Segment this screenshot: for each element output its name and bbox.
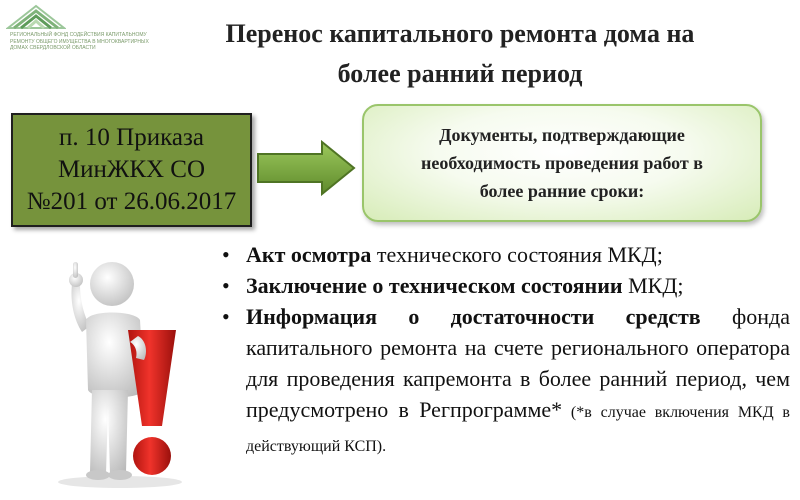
logo-line-3: ДОМАХ СВЕРДЛОВСКОЙ ОБЛАСТИ — [10, 45, 96, 51]
bullet-3-bold: Информация о достаточности средств — [246, 304, 701, 329]
order-line-2: МинЖКХ СО — [57, 156, 206, 183]
docs-line-3: более ранние сроки: — [479, 181, 645, 201]
list-item — [220, 301, 790, 462]
logo-line-2: РЕМОНТУ ОБЩЕГО ИМУЩЕСТВА В МНОГОКВАРТИРНЫХ — [10, 38, 149, 45]
bullet-3-text: фонда капитального ремонта на счете регионального оператора для проведения капремонта в более ранний период, чем предусмотрено в Регпрограмме* — [246, 304, 790, 422]
title-line-2: более ранний период — [337, 59, 583, 88]
person-exclamation-illustration — [30, 240, 190, 490]
requirements-list — [220, 239, 790, 462]
docs-line-1: Документы, подтверждающие — [439, 125, 685, 145]
slide-title — [160, 14, 760, 94]
logo-caption — [10, 32, 170, 52]
right-arrow-icon — [256, 140, 356, 196]
order-reference-box — [11, 113, 252, 227]
logo-stripes-icon — [6, 2, 66, 30]
list-item — [220, 270, 790, 301]
order-line-1: п. 10 Приказа — [59, 124, 204, 151]
title-line-1: Перенос капитального ремонта дома на — [225, 19, 695, 48]
bullet-3-note: (*в случае включения МКД в действующий КСП). — [246, 404, 790, 455]
bullet-1-text: технического состояния МКД; — [371, 242, 663, 267]
logo — [6, 2, 166, 72]
docs-line-2: необходимость проведения работ в — [421, 153, 703, 173]
logo-line-1: РЕГИОНАЛЬНЫЙ ФОНД СОДЕЙСТВИЯ КАПИТАЛЬНОМУ — [10, 32, 147, 38]
order-line-3: №201 от 26.06.2017 — [26, 188, 237, 215]
documents-box — [362, 104, 762, 222]
bullet-1-bold: Акт осмотра — [246, 242, 372, 267]
list-item — [220, 239, 790, 270]
bullet-2-bold: Заключение о техническом состоянии — [246, 273, 623, 298]
bullet-2-text: МКД; — [622, 273, 684, 298]
